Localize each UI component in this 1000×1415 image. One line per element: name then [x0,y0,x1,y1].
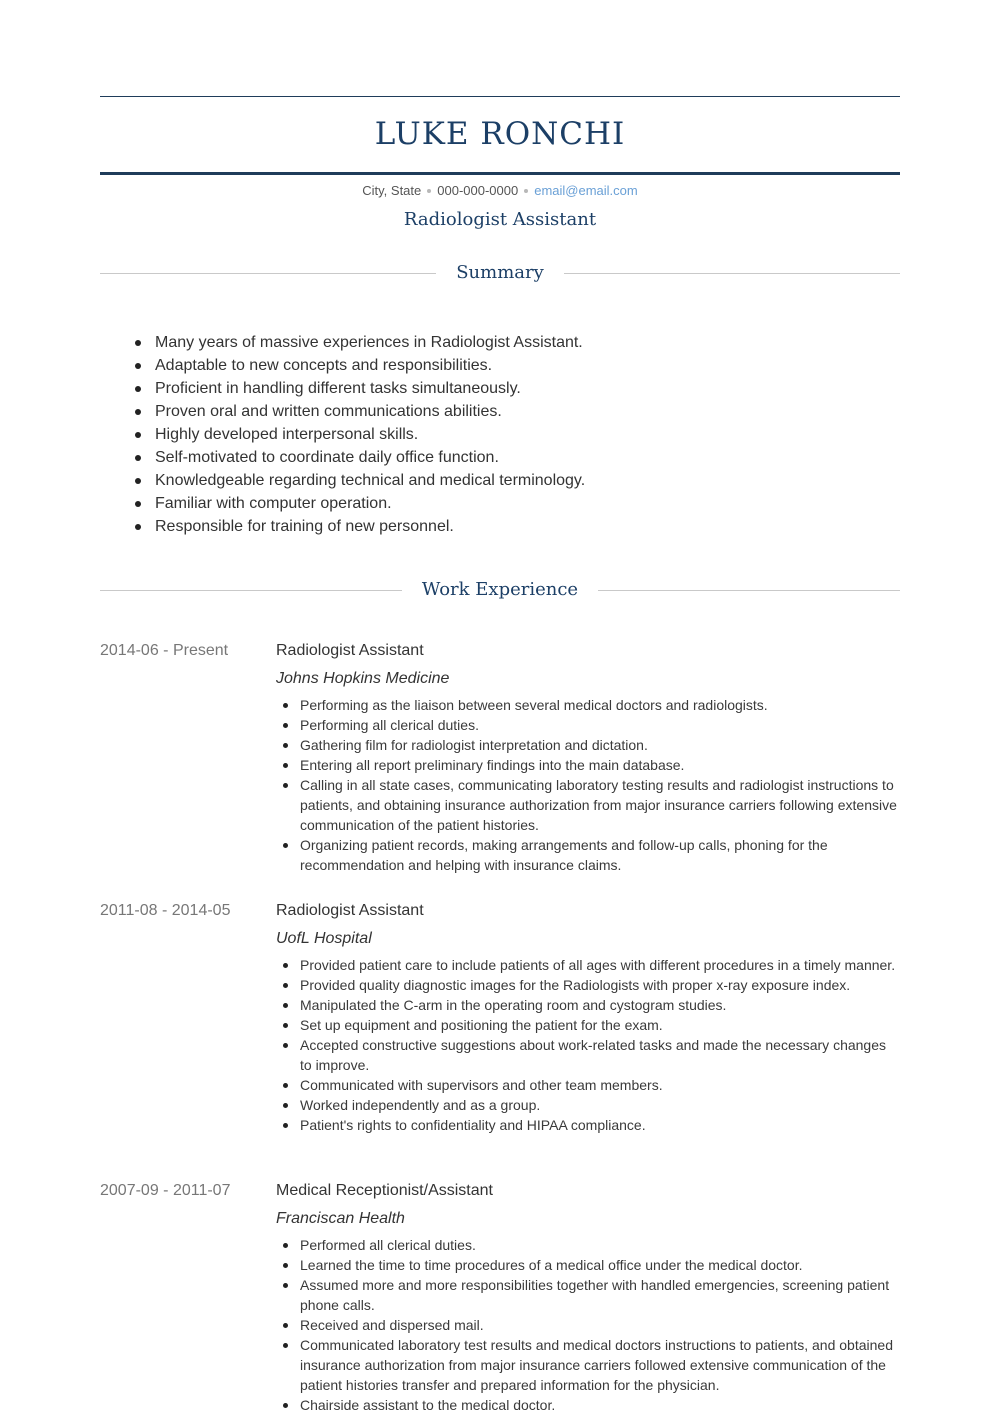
job-duty: Performed all clerical duties. [276,1235,900,1255]
summary-item: Familiar with computer operation. [135,492,895,515]
job-duty: Calling in all state cases, communicating laboratory testing results and radiologist instructions to patients, and obtaining insurance authorization from major insurance carriers following extensive communication of the patient histories. [276,775,900,835]
job-duty: Worked independently and as a group. [276,1095,900,1115]
summary-list [135,331,895,538]
job-duty: Learned the time to time procedures of a medical office under the medical doctor. [276,1255,900,1275]
job-duty: Performing all clerical duties. [276,715,900,735]
job-duty: Performing as the liaison between several medical doctors and radiologists. [276,695,900,715]
name-divider [100,172,900,175]
summary-item: Proven oral and written communications abilities. [135,400,895,423]
job-duty: Communicated laboratory test results and medical doctors instructions to patients, and obtained insurance authorization from major insurance carriers followed extensive communication of the patient histories transfer and prepared information for the physician. [276,1335,900,1395]
job-duty: Accepted constructive suggestions about work-related tasks and made the necessary changes to improve. [276,1035,900,1075]
summary-heading [100,260,900,288]
summary-item: Many years of massive experiences in Radiologist Assistant. [135,331,895,354]
job-company: Johns Hopkins Medicine [276,670,450,687]
job-duty: Entering all report preliminary findings into the main database. [276,755,900,775]
job-dates: 2007-09 - 2011-07 [100,1182,231,1199]
email-link[interactable]: email@email.com [534,183,638,198]
candidate-name: LUKE RONCHI [374,116,626,152]
city-state: City, State [362,183,422,198]
job-title: Radiologist Assistant [276,902,424,919]
summary-title: Summary [456,262,544,283]
job-dates: 2014-06 - Present [100,642,229,659]
separator-dot-icon [524,189,528,193]
job-duties [276,695,900,875]
experience-title: Work Experience [421,579,579,600]
summary-item: Knowledgeable regarding technical and medical terminology. [135,469,895,492]
job-headline: Radiologist Assistant [403,209,597,230]
job-duty: Set up equipment and positioning the patient for the exam. [276,1015,900,1035]
experience-heading [100,577,900,605]
job-duty: Gathering film for radiologist interpretation and dictation. [276,735,900,755]
top-divider [100,96,900,97]
job-duty: Chairside assistant to the medical doctor. [276,1395,900,1415]
summary-item: Proficient in handling different tasks simultaneously. [135,377,895,400]
summary-item: Adaptable to new concepts and responsibilities. [135,354,895,377]
phone-number: 000-000-0000 [437,183,519,198]
job-title: Medical Receptionist/Assistant [276,1182,493,1199]
job-duty: Provided patient care to include patients of all ages with different procedures in a timely manner. [276,955,900,975]
job-duty: Organizing patient records, making arrangements and follow-up calls, phoning for the recommendation and helping with insurance claims. [276,835,900,875]
job-duty: Patient's rights to confidentiality and HIPAA compliance. [276,1115,900,1135]
job-duties [276,955,900,1135]
job-duties [276,1235,900,1415]
job-dates: 2011-08 - 2014-05 [100,902,231,919]
contact-line [100,182,900,200]
summary-item: Responsible for training of new personnel. [135,515,895,538]
job-company: Franciscan Health [276,1210,405,1227]
job-duty: Provided quality diagnostic images for the Radiologists with proper x-ray exposure index. [276,975,900,995]
job-duty: Assumed more and more responsibilities together with handled emergencies, screening patient phone calls. [276,1275,900,1315]
summary-item: Highly developed interpersonal skills. [135,423,895,446]
job-duty: Communicated with supervisors and other team members. [276,1075,900,1095]
job-title: Radiologist Assistant [276,642,424,659]
separator-dot-icon [427,189,431,193]
job-duty: Received and dispersed mail. [276,1315,900,1335]
job-company: UofL Hospital [276,930,372,947]
job-duty: Manipulated the C-arm in the operating room and cystogram studies. [276,995,900,1015]
summary-item: Self-motivated to coordinate daily office function. [135,446,895,469]
